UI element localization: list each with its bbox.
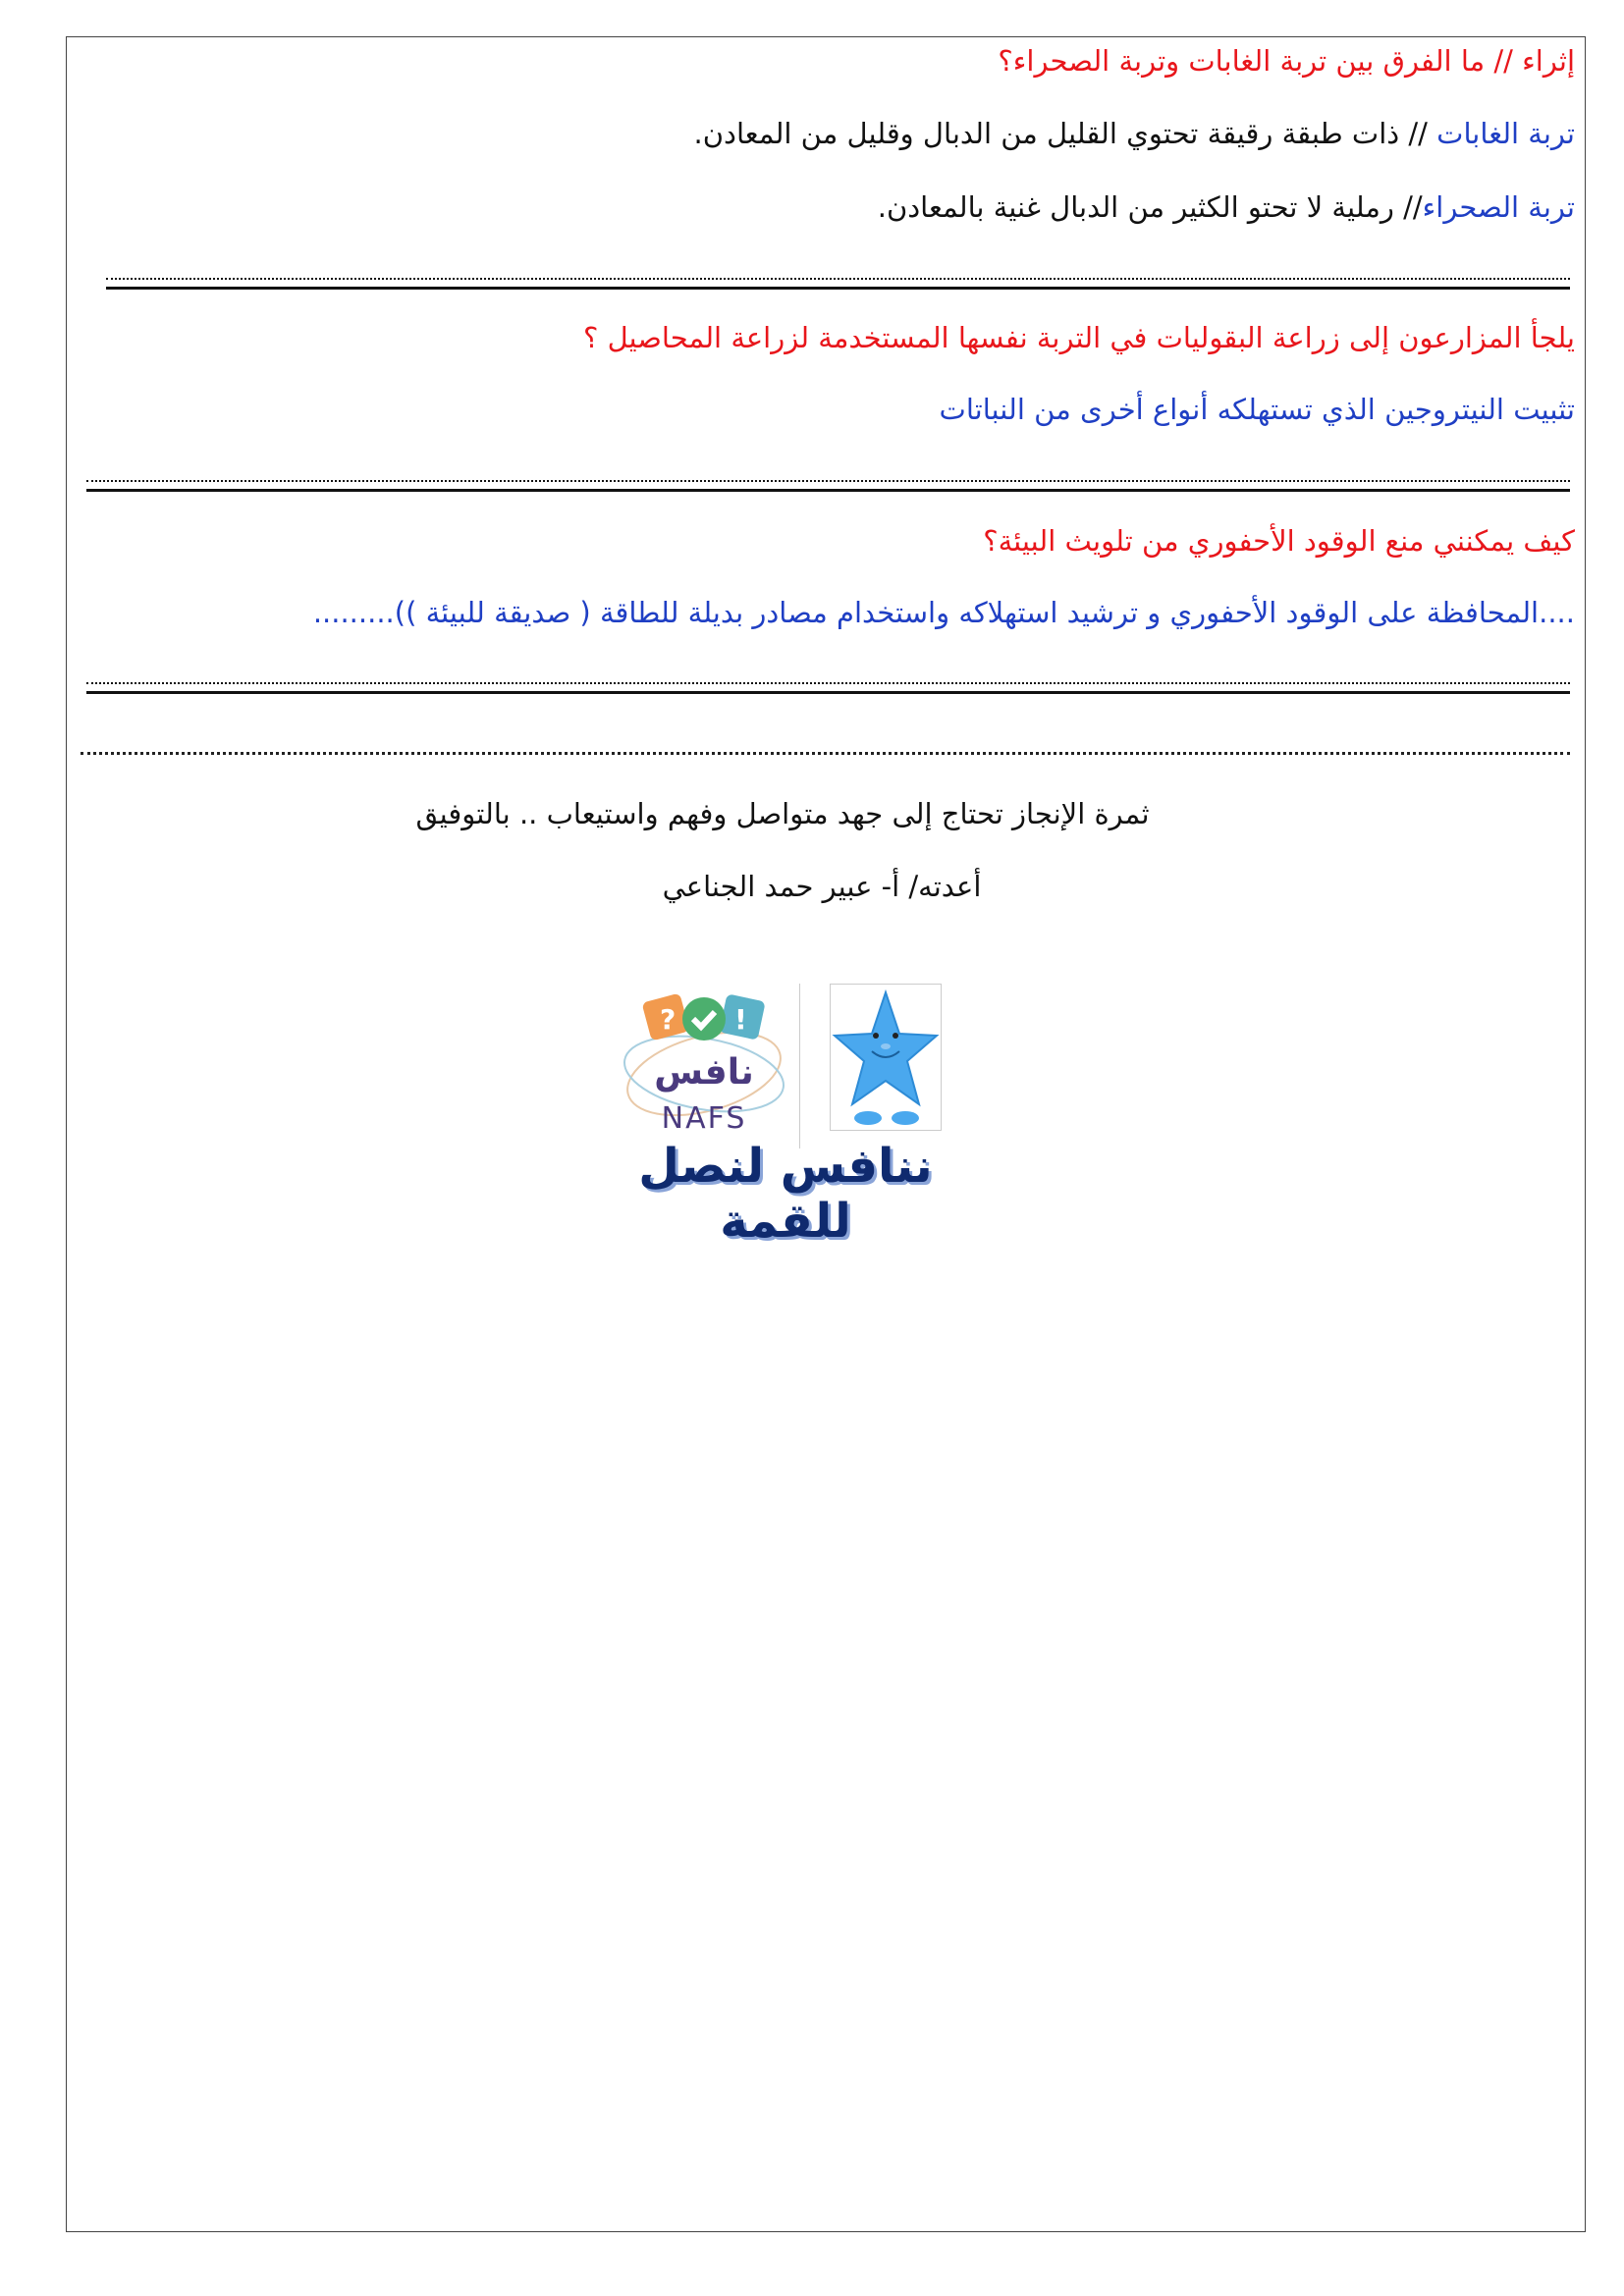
star-icon <box>831 985 941 1130</box>
nafs-arabic: نافس <box>654 1052 754 1093</box>
question-3: كيف يمكنني منع الوقود الأحفوري من تلويث البيئة؟ <box>983 524 1575 558</box>
separator <box>86 480 1570 492</box>
slogan: ننافس لنصل للقمة <box>638 1139 933 1249</box>
answer-label: تربة الصحراء <box>1422 190 1575 224</box>
star-mascot <box>830 984 942 1131</box>
answer-3: ....المحافظة على الوقود الأحفوري و ترشيد استهلاكه واستخدام مصادر بديلة للطاقة ( صديقة للبيئة ))......... <box>312 596 1575 629</box>
nafs-logo <box>609 984 800 1148</box>
answer-1b <box>877 190 1575 224</box>
nafs-english: NAFS <box>661 1101 747 1136</box>
page-frame <box>66 36 1586 2232</box>
separator <box>106 278 1570 290</box>
author: أعدته/ أ- عبير حمد الجناعي <box>662 870 982 903</box>
answer-1a <box>693 117 1575 150</box>
svg-text:!: ! <box>734 1003 747 1036</box>
answer-label: تربة الغابات <box>1436 117 1575 150</box>
motto: ثمرة الإنجاز تحتاج إلى جهد متواصل وفهم واستيعاب .. بالتوفيق <box>415 797 1150 830</box>
separator <box>86 682 1570 694</box>
answer-text: // رملية لا تحتو الكثير من الدبال غنية بالمعادن. <box>877 190 1423 224</box>
question-2: يلجأ المزارعون إلى زراعة البقوليات في التربة نفسها المستخدمة لزراعة المحاصيل ؟ <box>582 321 1575 354</box>
answer-2: تثبيت النيتروجين الذي تستهلكه أنواع أخرى من النباتات <box>939 393 1575 426</box>
answer-text: // ذات طبقة رقيقة تحتوي القليل من الدبال وقليل من المعادن. <box>693 117 1437 150</box>
svg-text:?: ? <box>660 1003 677 1036</box>
dotted-line <box>81 752 1570 755</box>
question-1: إثراء // ما الفرق بين تربة الغابات وتربة الصحراء؟ <box>998 44 1575 78</box>
